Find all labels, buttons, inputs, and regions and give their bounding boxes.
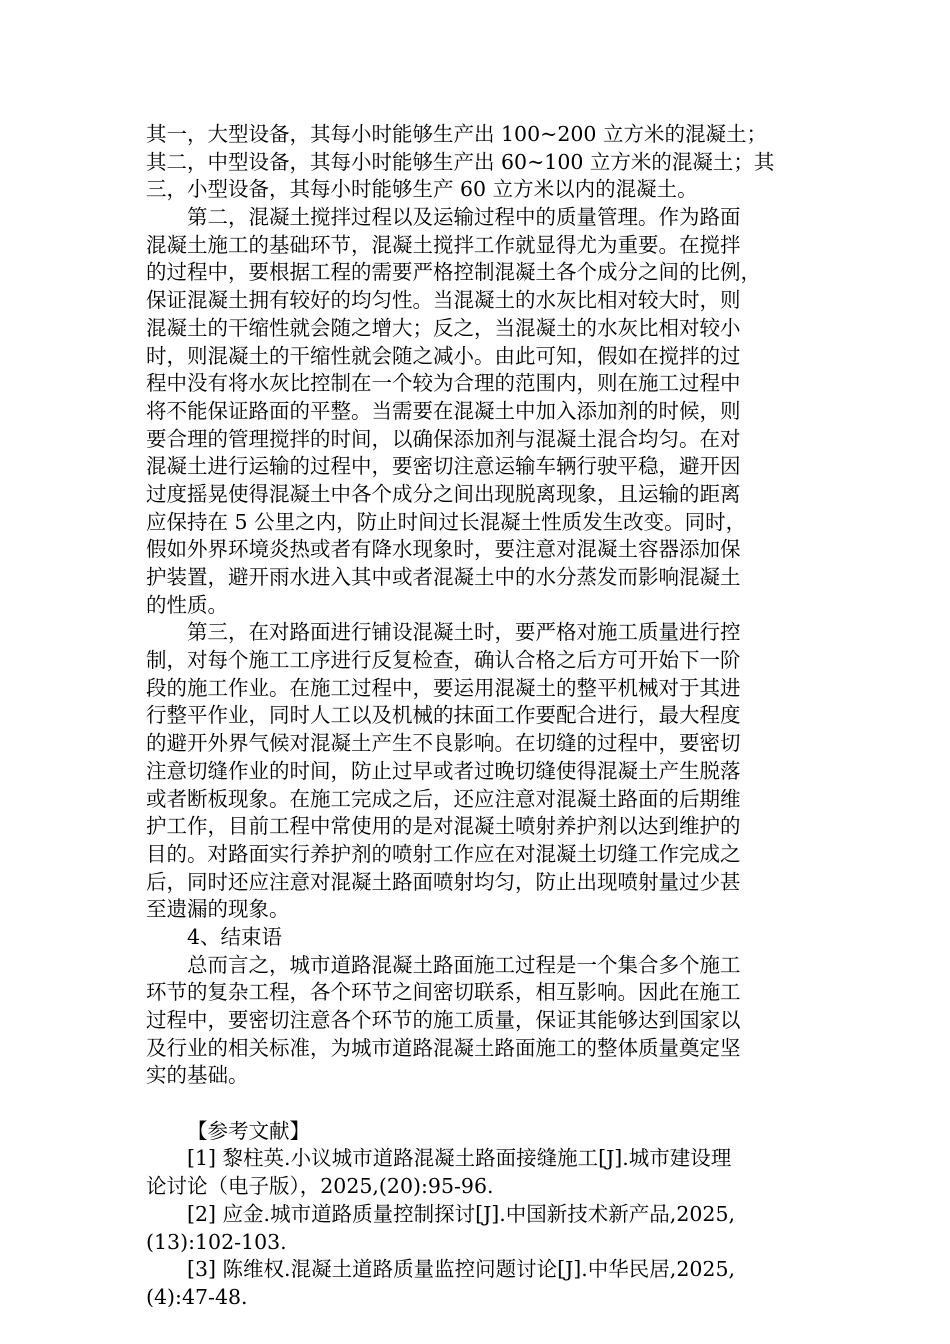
text-line: 过度摇晃使得混凝土中各个成分之间出现脱离现象，且运输的距离 — [146, 481, 741, 506]
text-line: 及行业的相关标准，为城市道路混凝土路面施工的整体质量奠定坚 — [146, 1035, 741, 1060]
text-line: 后，同时还应注意对混凝土路面喷射均匀，防止出现喷射量过少甚 — [146, 869, 741, 894]
text-line: 段的施工作业。在施工过程中，要运用混凝土的整平机械对于其进 — [146, 675, 741, 700]
paragraph-third — [146, 619, 806, 924]
text-line: 的性质。 — [146, 592, 228, 617]
paragraph-second — [146, 204, 806, 619]
text-line: 要合理的管理搅拌的时间，以确保添加剂与混凝土混合均匀。在对 — [146, 426, 741, 451]
reference-line: 论讨论（电子版），2025,(20):95-96. — [146, 1174, 494, 1199]
text-line: 三，小型设备，其每小时能够生产 60 立方米以内的混凝土。 — [146, 177, 698, 202]
text-line: 混凝土的干缩性就会随之增大；反之，当混凝土的水灰比相对较小 — [146, 315, 741, 340]
text-line: 的避开外界气候对混凝土产生不良影响。在切缝的过程中，要密切 — [146, 731, 741, 756]
text-line: 其一，大型设备，其每小时能够生产出 100~200 立方米的混凝土； — [146, 122, 767, 146]
text-line: 混凝土进行运输的过程中，要密切注意运输车辆行驶平稳，避开因 — [146, 454, 741, 479]
text-line: 的过程中，要根据工程的需要严格控制混凝土各个成分之间的比例， — [146, 260, 761, 285]
section-heading: 4、结束语 — [187, 924, 283, 949]
reference-line: [2] 应金.城市道路质量控制探讨[J].中国新技术新产品,2025, — [187, 1201, 736, 1226]
text-line: 目的。对路面实行养护剂的喷射工作应在对混凝土切缝工作完成之 — [146, 841, 741, 866]
text-line: 行整平作业，同时人工以及机械的抹面工作要配合进行，最大程度 — [146, 703, 741, 728]
paragraph-conclusion — [146, 952, 806, 1090]
text-line: 第二，混凝土搅拌过程以及运输过程中的质量管理。作为路面 — [187, 205, 741, 230]
text-line: 混凝土施工的基础环节，混凝土搅拌工作就显得尤为重要。在搅拌 — [146, 232, 741, 257]
blank-line — [146, 1090, 806, 1118]
text-line: 总而言之，城市道路混凝土路面施工过程是一个集合多个施工 — [187, 952, 741, 977]
text-line: 至遗漏的现象。 — [146, 897, 290, 922]
references-section — [146, 1118, 806, 1312]
reference-line: (4):47-48. — [146, 1284, 248, 1309]
reference-item — [146, 1201, 806, 1256]
reference-line: [1] 黎柱英.小议城市道路混凝土路面接缝施工[J].城市建设理 — [187, 1146, 732, 1171]
text-line: 实的基础。 — [146, 1063, 249, 1088]
text-line: 保证混凝土拥有较好的均匀性。当混凝土的水灰比相对较大时，则 — [146, 288, 741, 313]
text-line: 假如外界环境炎热或者有降水现象时，要注意对混凝土容器添加保 — [146, 537, 741, 562]
text-line: 第三，在对路面进行铺设混凝土时，要严格对施工质量进行控 — [187, 620, 741, 645]
references-heading: 【参考文献】 — [187, 1118, 310, 1143]
reference-line: [3] 陈维权.混凝土道路质量监控问题讨论[J].中华民居,2025, — [187, 1257, 736, 1282]
text-line: 护装置，避开雨水进入其中或者混凝土中的水分蒸发而影响混凝土 — [146, 565, 741, 589]
document-page — [146, 121, 806, 1312]
text-line: 过程中，要密切注意各个环节的施工质量，保证其能够达到国家以 — [146, 1008, 741, 1032]
text-line: 护工作，目前工程中常使用的是对混凝土喷射养护剂以达到维护的 — [146, 814, 741, 839]
text-line: 其二，中型设备，其每小时能够生产出 60~100 立方米的混凝土；其 — [146, 149, 775, 174]
text-line: 将不能保证路面的平整。当需要在混凝土中加入添加剂的时候，则 — [146, 398, 741, 423]
text-line: 注意切缝作业的时间，防止过早或者过晚切缝使得混凝土产生脱落 — [146, 758, 741, 783]
text-line: 制，对每个施工工序进行反复检查，确认合格之后方可开始下一阶 — [146, 648, 741, 673]
paragraph-equipment — [146, 121, 806, 204]
text-line: 或者断板现象。在施工完成之后，还应注意对混凝土路面的后期维 — [146, 786, 741, 811]
text-line: 环节的复杂工程，各个环节之间密切联系，相互影响。因此在施工 — [146, 980, 741, 1005]
text-line: 时，则混凝土的干缩性就会随之减小。由此可知，假如在搅拌的过 — [146, 343, 741, 368]
text-line: 程中没有将水灰比控制在一个较为合理的范围内，则在施工过程中 — [146, 371, 741, 396]
reference-line: (13):102-103. — [146, 1229, 287, 1254]
text-line: 应保持在 5 公里之内，防止时间过长混凝土性质发生改变。同时， — [146, 509, 747, 534]
reference-item — [146, 1256, 806, 1311]
reference-item — [146, 1145, 806, 1200]
